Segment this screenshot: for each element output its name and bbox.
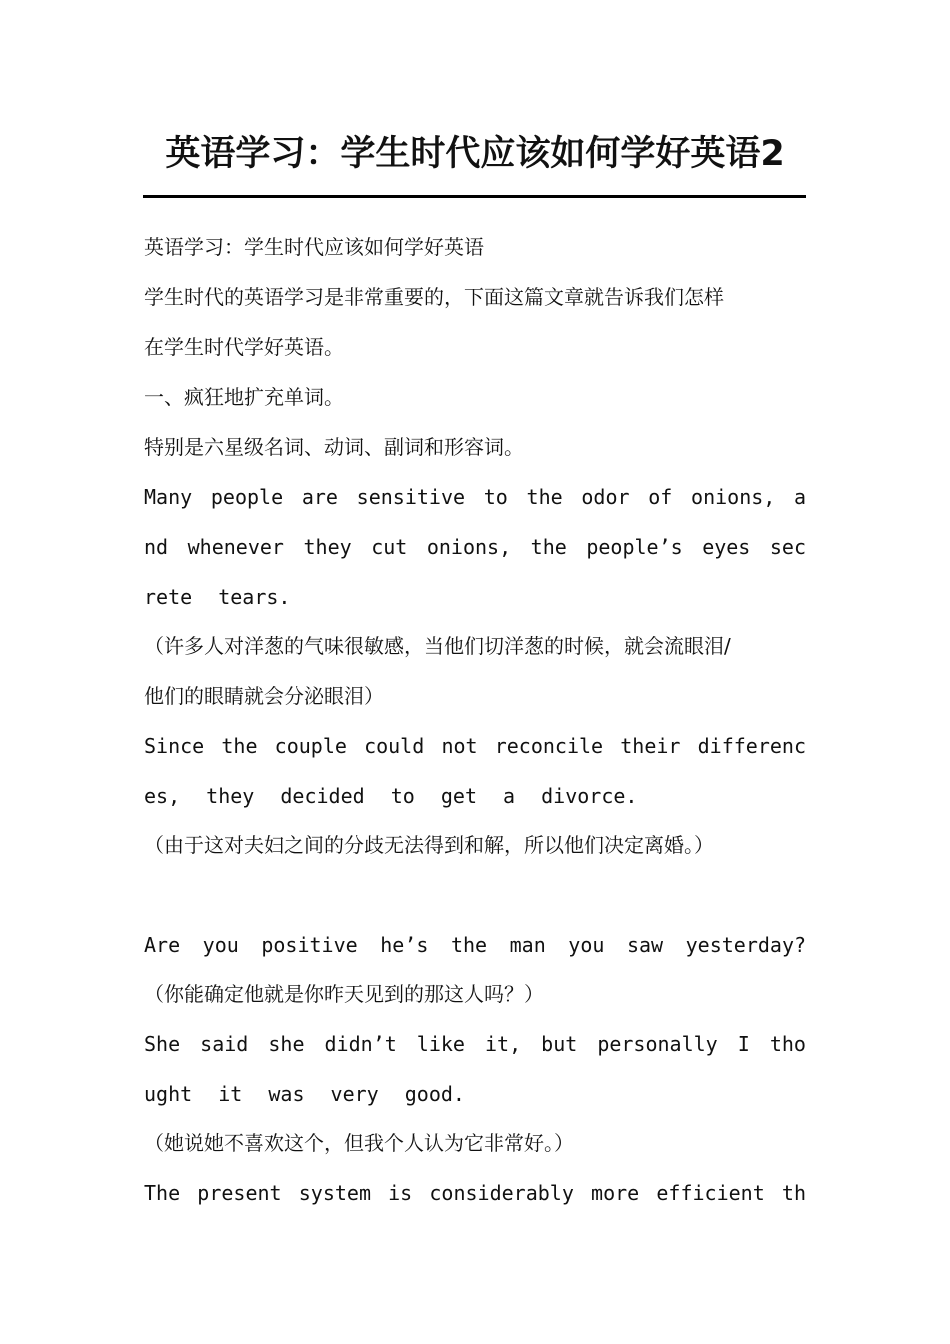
word: the	[221, 734, 258, 758]
word: positive	[261, 933, 358, 957]
english-line	[144, 731, 806, 761]
word: not	[441, 734, 478, 758]
word: differenc	[697, 734, 806, 758]
text-line: 英语学习：学生时代应该如何学好英语	[144, 235, 484, 259]
title-rule	[143, 195, 806, 198]
word: she	[268, 1032, 305, 1056]
word: it	[218, 1082, 243, 1106]
word: rete	[144, 585, 193, 609]
word: divorce.	[541, 784, 638, 808]
word: eyes	[702, 535, 751, 559]
word: they	[303, 535, 352, 559]
word: sec	[769, 535, 807, 559]
word: nd	[144, 535, 169, 559]
word: whenever	[187, 535, 284, 559]
word: said	[200, 1032, 249, 1056]
english-line	[144, 582, 806, 612]
word: She	[144, 1032, 181, 1056]
word: Many	[144, 485, 193, 509]
word: odor	[581, 485, 630, 509]
english-line	[144, 1178, 806, 1208]
word: could	[364, 734, 425, 758]
word: decided	[280, 784, 365, 808]
word: are	[301, 485, 338, 509]
word: people’s	[586, 535, 683, 559]
text-line: 一、疯狂地扩充单词。	[144, 385, 344, 409]
english-line	[144, 781, 806, 811]
word: cut	[371, 535, 408, 559]
word: a	[503, 784, 516, 808]
word: tho	[769, 1032, 806, 1056]
word: to	[483, 485, 508, 509]
word: considerably	[429, 1181, 574, 1205]
english-line	[144, 930, 806, 960]
word: was	[268, 1082, 305, 1106]
text-line: （许多人对洋葱的气味很敏感，当他们切洋葱的时候，就会流眼泪/	[144, 634, 731, 658]
word: it,	[485, 1032, 522, 1056]
word: system	[298, 1181, 371, 1205]
english-line	[144, 1029, 806, 1059]
english-line	[144, 1079, 806, 1109]
word: you	[568, 933, 605, 957]
word: saw	[626, 933, 664, 957]
word: the	[526, 485, 563, 509]
word: but	[541, 1032, 578, 1056]
word: didn’t	[324, 1032, 397, 1056]
word: get	[440, 784, 477, 808]
word: sensitive	[356, 485, 466, 509]
word: ught	[144, 1082, 193, 1106]
document-title: 英语学习：学生时代应该如何学好英语2	[165, 134, 785, 174]
text-line: （你能确定他就是你昨天见到的那这人吗？）	[144, 982, 544, 1006]
word: es,	[144, 784, 181, 808]
word: th	[781, 1181, 806, 1205]
word: personally	[597, 1032, 718, 1056]
text-line: 他们的眼睛就会分泌眼泪）	[144, 684, 384, 708]
word: good.	[404, 1082, 465, 1106]
word: of	[648, 485, 673, 509]
word: their	[620, 734, 681, 758]
word: I	[737, 1032, 750, 1056]
word: man	[509, 933, 546, 957]
word: the	[530, 535, 567, 559]
word: very	[330, 1082, 379, 1106]
word: to	[390, 784, 415, 808]
word: Since	[144, 734, 205, 758]
word: they	[206, 784, 255, 808]
word: the	[450, 933, 488, 957]
text-line: （她说她不喜欢这个，但我个人认为它非常好。）	[144, 1131, 574, 1155]
word: you	[202, 933, 239, 957]
word: more	[591, 1181, 640, 1205]
word: reconcile	[494, 734, 604, 758]
word: people	[210, 485, 284, 509]
word: present	[197, 1181, 282, 1205]
word: yesterday?	[685, 933, 807, 957]
text-line: 学生时代的英语学习是非常重要的，下面这篇文章就告诉我们怎样	[144, 285, 724, 309]
word: he’s	[380, 933, 429, 957]
text-line: （由于这对夫妇之间的分歧无法得到和解，所以他们决定离婚。）	[144, 833, 714, 857]
word: couple	[274, 734, 347, 758]
text-line: 特别是六星级名词、动词、副词和形容词。	[144, 435, 524, 459]
word: like	[416, 1032, 465, 1056]
word: tears.	[218, 585, 291, 609]
word: efficient	[656, 1181, 765, 1205]
english-line	[144, 532, 806, 562]
word: Are	[144, 933, 181, 957]
text-line: 在学生时代学好英语。	[144, 335, 344, 359]
word: onions,	[426, 535, 512, 559]
word: onions,	[691, 485, 776, 509]
word: is	[388, 1181, 413, 1205]
word: a	[794, 485, 807, 509]
word: The	[144, 1181, 181, 1205]
english-line	[144, 482, 806, 512]
